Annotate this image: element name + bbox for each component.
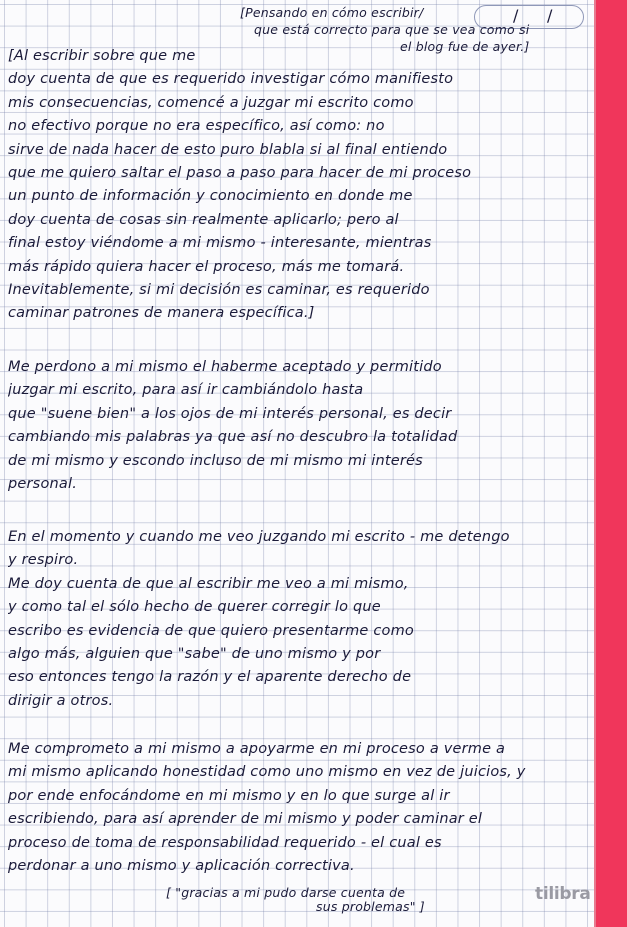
text-line: doy cuenta de que es requerido investigar cómo manifiesto — [8, 71, 454, 88]
paragraph-commitment — [8, 738, 593, 878]
text-line: personal. — [8, 476, 78, 493]
text-line: [Al escribir sobre que me — [8, 48, 196, 64]
footer-note-line: sus problemas" ] — [316, 899, 425, 914]
paragraph-realization — [8, 45, 593, 326]
red-margin-strip — [596, 0, 627, 927]
text-line: y como tal el sólo hecho de querer corregir lo que — [8, 599, 381, 616]
text-line: juzgar mi escrito, para así ir cambiándolo hasta — [8, 382, 364, 399]
text-line: doy cuenta de cosas sin realmente aplicarlo; pero al — [8, 211, 399, 228]
text-line: caminar patrones de manera específica.] — [8, 305, 315, 322]
text-line: cambiando mis palabras ya que así no descubro la totalidad — [8, 429, 458, 446]
text-line: un punto de información y conocimiento en donde me — [8, 188, 413, 205]
paragraph-self-forgiveness — [8, 356, 593, 496]
text-line: escribiendo, para así aprender de mi mismo y poder caminar el — [8, 811, 483, 828]
paragraph-self-correction — [8, 526, 593, 713]
text-line: mi mismo aplicando honestidad como uno mismo en vez de juicios, y — [8, 764, 526, 781]
text-line: más rápido quiera hacer el proceso, más me tomará. — [8, 258, 405, 275]
text-line: perdonar a uno mismo y aplicación correctiva. — [8, 858, 355, 875]
header-note-line: el blog fue de ayer.] — [400, 39, 530, 54]
text-line: sirve de nada hacer de esto puro blabla si al final entiendo — [8, 141, 448, 158]
footer-note — [166, 886, 486, 914]
text-line: Me doy cuenta de que al escribir me veo a mi mismo, — [8, 575, 409, 592]
date-slash: / — [547, 6, 553, 25]
text-line: final estoy viéndome a mi mismo - interesante, mientras — [8, 235, 432, 252]
text-line: no efectivo porque no era específico, así como: no — [8, 118, 385, 135]
text-line: que me quiero saltar el paso a paso para hacer de mi proceso — [8, 165, 472, 182]
text-line: Me perdono a mi mismo el haberme aceptado y permitido — [8, 359, 442, 375]
text-line: Inevitablemente, si mi decisión es caminar, es requerido — [8, 282, 430, 299]
text-line: de mi mismo y escondo incluso de mi mismo mi interés — [8, 452, 423, 469]
text-line: proceso de toma de responsabilidad requerido - el cual es — [8, 834, 442, 851]
text-line: por ende enfocándome en mi mismo y en lo que surge al ir — [8, 787, 450, 804]
text-line: algo más, alguien que "sabe" de uno mismo y por — [8, 646, 381, 663]
text-line: escribo es evidencia de que quiero presentarme como — [8, 622, 414, 639]
text-line: dirigir a otros. — [8, 692, 114, 709]
header-note-line: [Pensando en cómo escribir/ — [240, 5, 424, 20]
brand-logo: tilibra — [535, 884, 591, 904]
text-line: En el momento y cuando me veo juzgando mi escrito - me detengo — [8, 529, 510, 545]
text-line: que "suene bien" a los ojos de mi interés personal, es decir — [8, 405, 452, 422]
footer-note-line: [ "gracias a mi pudo darse cuenta de — [166, 885, 406, 900]
text-line: y respiro. — [8, 552, 79, 569]
text-line: mis consecuencias, comencé a juzgar mi escrito como — [8, 94, 414, 111]
header-note-line: que está correcto para que se vea como si — [254, 22, 530, 37]
text-line: eso entonces tengo la razón y el aparente derecho de — [8, 669, 412, 686]
text-line: Me comprometo a mi mismo a apoyarme en mi proceso a verme a — [8, 741, 506, 757]
date-slash: / — [513, 6, 519, 25]
